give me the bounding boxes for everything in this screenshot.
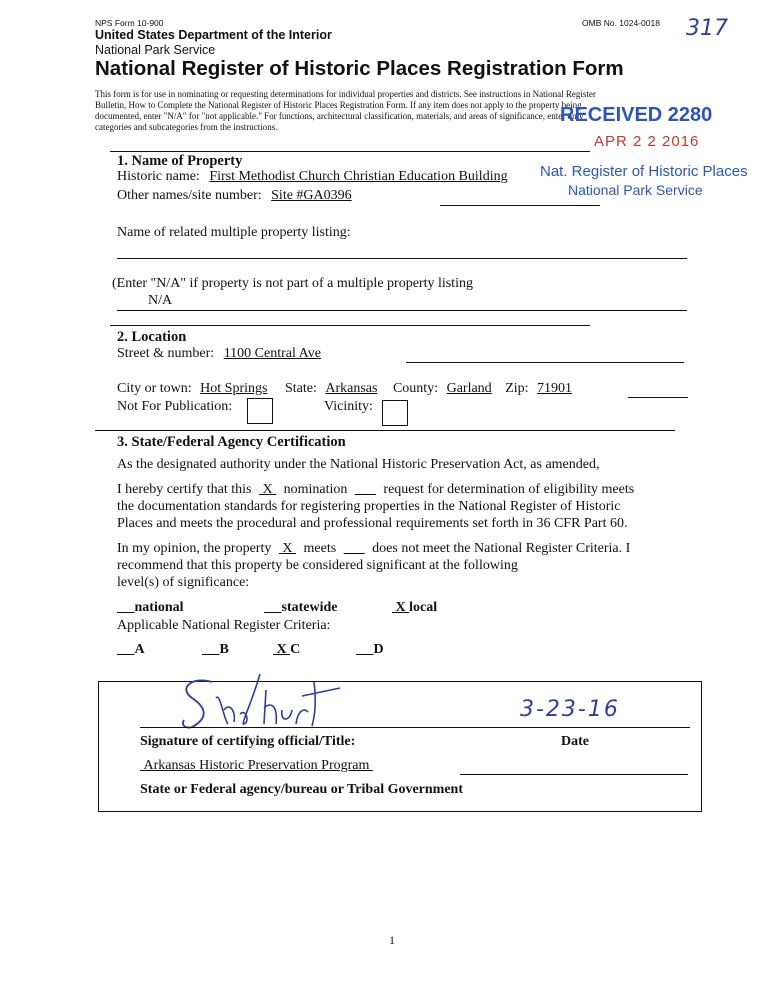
criteria-a-label: A	[134, 642, 145, 657]
street-row	[117, 346, 321, 362]
field-line	[628, 397, 688, 398]
department-name: United States Department of the Interior	[95, 28, 332, 42]
city-label: City or town:	[117, 381, 192, 396]
received-stamp: RECEIVED 2280	[560, 104, 713, 126]
instructions-line: Bulletin, How to Complete the National Register of Historic Places Registration Form. If any item does not apply to the property being	[95, 100, 582, 110]
date-stamp: APR 2 2 2016	[594, 133, 700, 150]
county-value: Garland	[446, 381, 492, 396]
criteria-b-label: B	[219, 642, 229, 657]
field-line	[440, 205, 600, 206]
not-for-publication-label: Not For Publication:	[117, 399, 233, 414]
instructions-line: This form is for use in nominating or requesting determinations for individual properties and districts. See instructions in National Register	[95, 89, 596, 99]
level-national-label: national	[134, 600, 184, 615]
service-name: National Park Service	[95, 43, 216, 57]
street-label: Street & number:	[117, 346, 215, 361]
opinion-line	[117, 541, 630, 557]
date-label: Date	[561, 734, 589, 749]
signature-line	[140, 727, 690, 728]
instructions-line: documented, enter "N/A" for "not applicable." For functions, architectural classification, materials, and areas of significance, enter only	[95, 111, 584, 121]
agency-label: State or Federal agency/bureau or Tribal Government	[140, 782, 464, 797]
not-for-publication-checkbox[interactable]	[247, 398, 273, 424]
criteria-c-mark: X	[276, 642, 287, 657]
opinion-text-3: level(s) of significance:	[117, 575, 250, 590]
field-line	[117, 258, 687, 259]
section1-heading: 1. Name of Property	[117, 153, 243, 169]
section-divider	[95, 430, 675, 431]
instructions-text	[95, 89, 596, 133]
register-stamp: Nat. Register of Historic Places	[540, 163, 748, 180]
level-local	[392, 600, 437, 616]
certify-line	[117, 482, 634, 498]
criteria-d	[356, 642, 384, 658]
form-number: NPS Form 10-900	[95, 18, 164, 28]
other-names-label: Other names/site number:	[117, 188, 262, 203]
level-local-mark: X	[395, 600, 406, 615]
historic-name-row	[117, 169, 508, 185]
criteria-c-label: C	[290, 642, 301, 657]
agency-name: Arkansas Historic Preservation Program	[143, 758, 370, 773]
meets-mark: X	[282, 541, 293, 556]
city-row	[117, 381, 572, 397]
instructions-line: categories and subcategories from the instructions.	[95, 122, 278, 132]
signature-image	[170, 672, 350, 734]
certify-text: I hereby certify that this	[117, 482, 252, 497]
other-names-value: Site #GA0396	[271, 188, 352, 203]
state-value: Arkansas	[325, 381, 378, 396]
multiple-property-label: Name of related multiple property listing:	[117, 225, 351, 240]
designated-authority-text: As the designated authority under the National Historic Preservation Act, as amended,	[117, 457, 600, 472]
page-number: 1	[389, 933, 395, 947]
section2-heading: 2. Location	[117, 329, 187, 345]
level-local-label: local	[409, 600, 438, 615]
state-label: State:	[284, 381, 317, 396]
certify-text-3: Places and meets the procedural and professional requirements set forth in 36 CFR Part 60.	[117, 516, 628, 531]
certify-text-2: the documentation standards for registering properties in the National Register of Historic	[117, 499, 621, 514]
agency-value	[140, 758, 373, 774]
signature-label: Signature of certifying official/Title:	[140, 734, 356, 749]
criteria-d-label: D	[373, 642, 384, 657]
other-names-row	[117, 188, 352, 204]
opinion-text-2: recommend that this property be considered significant at the following	[117, 558, 518, 573]
nomination-mark: X	[262, 482, 273, 497]
request-label: request for determination of eligibility meets	[383, 482, 635, 497]
multiple-property-value: N/A	[148, 293, 173, 308]
field-line	[406, 362, 684, 363]
opinion-text: In my opinion, the property	[117, 541, 272, 556]
criteria-a	[117, 642, 145, 658]
form-title: National Register of Historic Places Registration Form	[95, 57, 624, 80]
section3-heading: 3. State/Federal Agency Certification	[117, 434, 346, 450]
street-value: 1100 Central Ave	[223, 346, 321, 361]
level-statewide-label: statewide	[281, 600, 338, 615]
field-line	[460, 774, 688, 775]
section-divider	[110, 151, 590, 152]
city-value: Hot Springs	[200, 381, 268, 396]
park-service-stamp: National Park Service	[568, 182, 703, 198]
handwritten-number: 317	[686, 16, 728, 41]
level-national	[117, 600, 184, 616]
criteria-label: Applicable National Register Criteria:	[117, 618, 331, 633]
enter-na-instruction: (Enter "N/A" if property is not part of a multiple property listing	[112, 276, 473, 291]
zip-value: 71901	[537, 381, 573, 396]
section-divider	[110, 325, 590, 326]
criteria-c	[273, 642, 300, 658]
historic-name-value: First Methodist Church Christian Education Building	[209, 169, 508, 184]
signature-date-value: 3-23-16	[520, 697, 620, 722]
omb-number: OMB No. 1024-0018	[582, 18, 660, 28]
nomination-label: nomination	[283, 482, 348, 497]
field-line	[117, 310, 687, 311]
historic-name-label: Historic name:	[117, 169, 200, 184]
criteria-b	[202, 642, 229, 658]
zip-label: Zip:	[505, 381, 529, 396]
meets-label: meets	[303, 541, 337, 556]
county-label: County:	[392, 381, 439, 396]
vicinity-checkbox[interactable]	[382, 400, 408, 426]
does-not-meet-label: does not meet the National Register Criteria. I	[372, 541, 631, 556]
level-statewide	[264, 600, 338, 616]
vicinity-label: Vicinity:	[324, 399, 373, 414]
